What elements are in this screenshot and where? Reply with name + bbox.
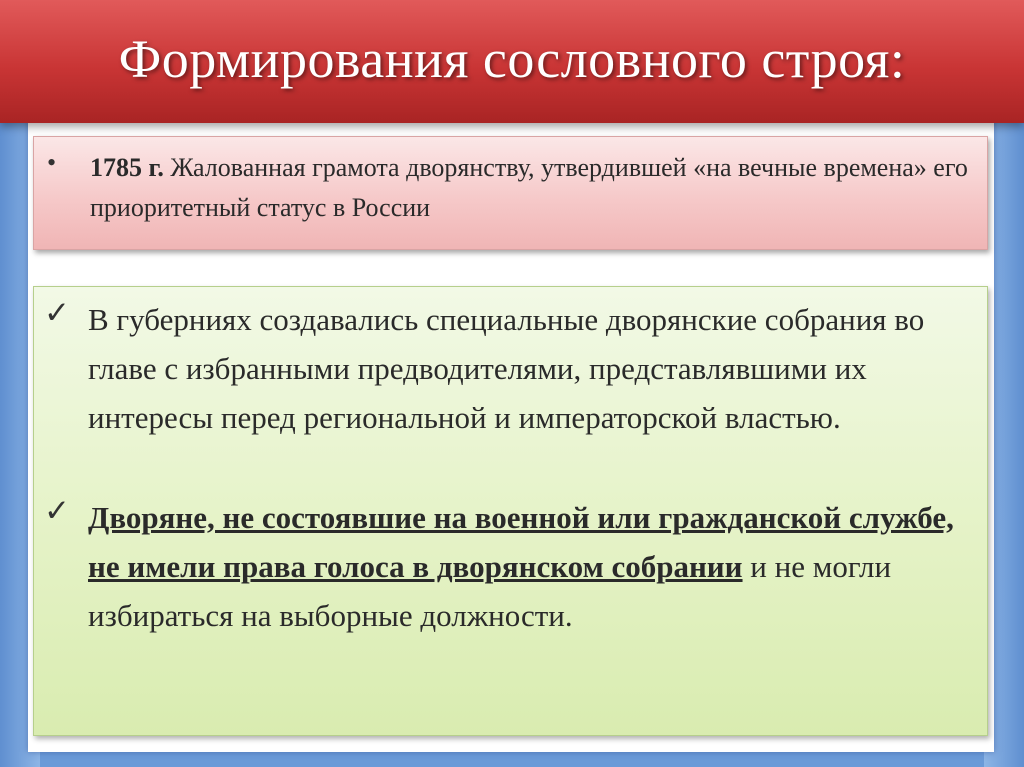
charter-year: 1785 г. (90, 153, 164, 182)
charter-box (33, 136, 988, 250)
checkmark-icon: ✓ (44, 295, 70, 331)
charter-description: Жалованная грамота дворянству, утвердившей «на вечные времена» его приоритетный статус в России (90, 153, 968, 222)
assemblies-box (33, 286, 988, 736)
slide-title: Формирования сословного строя: (118, 29, 906, 89)
voting-rights-rest: и не могли избираться на выборные должности. (88, 549, 892, 633)
charter-text (90, 148, 970, 228)
title-bar (0, 0, 1024, 123)
checkmark-icon: ✓ (44, 493, 70, 529)
emphasized-text: Дворяне, не состоявшие на военной или гражданской службе, не имели права голоса в дворянском собрании (88, 500, 954, 584)
assemblies-text: В губерниях создавались специальные дворянские собрания во главе с избранными предводителями, представлявшими их интересы перед региональной и императорской властью. (88, 302, 925, 435)
bullet-marker: • (47, 148, 57, 177)
voting-rights-text (88, 493, 978, 640)
